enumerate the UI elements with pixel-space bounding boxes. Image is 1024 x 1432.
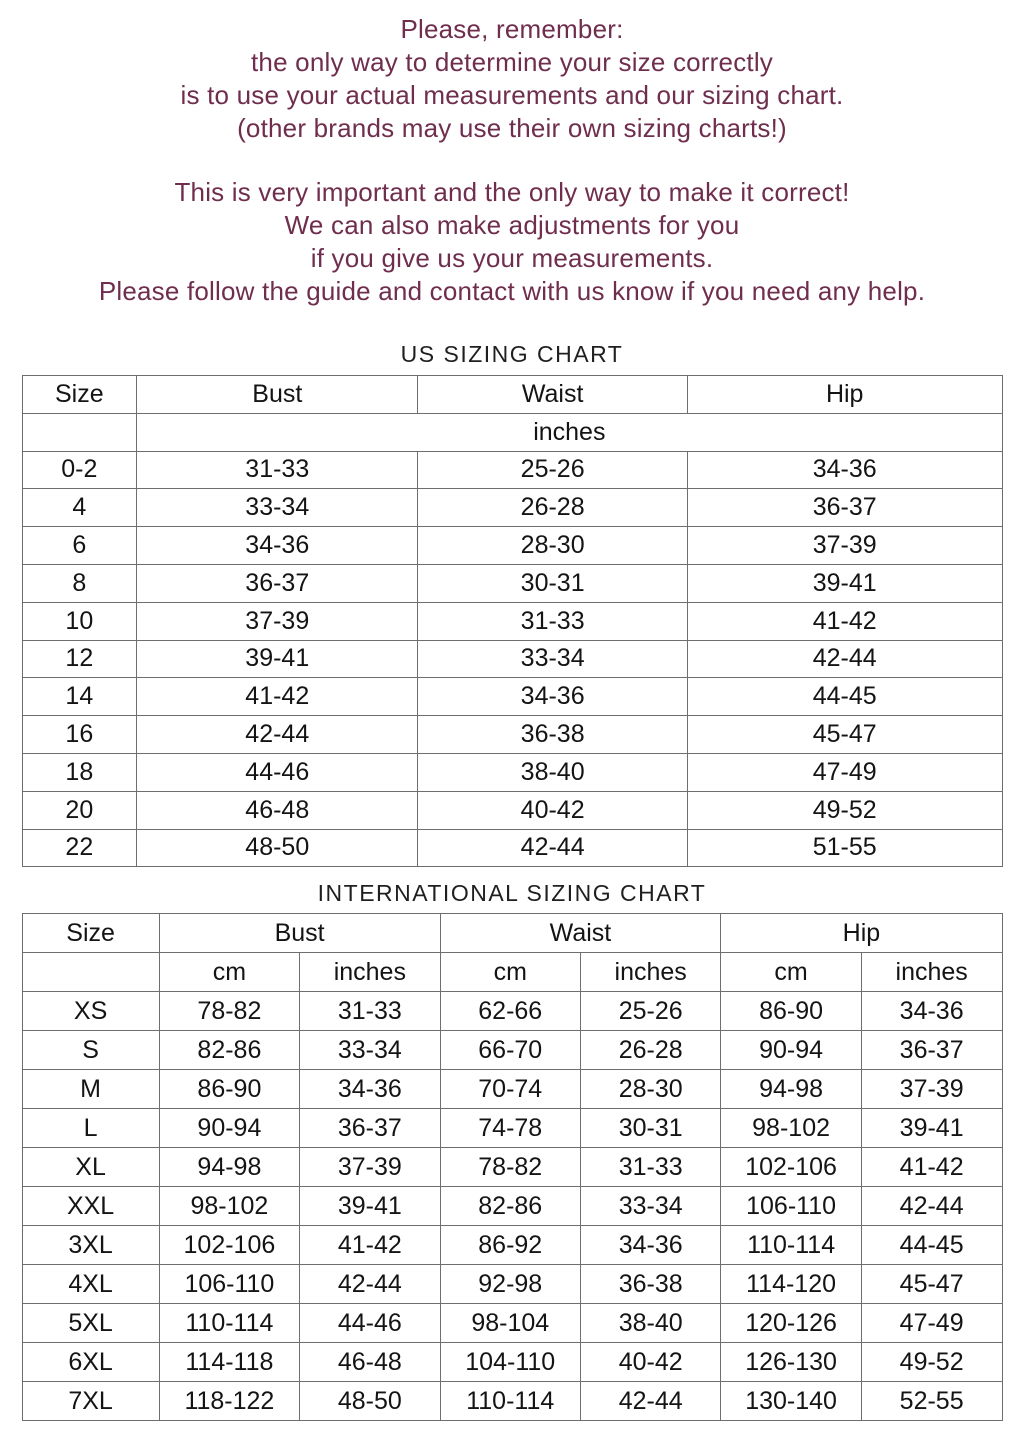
table-cell: 70-74 xyxy=(440,1070,580,1109)
table-cell: 42-44 xyxy=(687,640,1002,678)
table-cell: 28-30 xyxy=(580,1070,720,1109)
table-row xyxy=(22,1304,1002,1343)
table-cell: 126-130 xyxy=(721,1343,861,1382)
table-cell: 78-82 xyxy=(159,992,299,1031)
table-cell: 46-48 xyxy=(300,1343,440,1382)
table-cell: 26-28 xyxy=(580,1031,720,1070)
unit-label-inches: inches xyxy=(861,953,1002,992)
table-cell: 106-110 xyxy=(159,1265,299,1304)
table-row xyxy=(22,1343,1002,1382)
table-cell: 86-92 xyxy=(440,1226,580,1265)
table-cell: 0-2 xyxy=(22,451,137,489)
table-cell: 62-66 xyxy=(440,992,580,1031)
empty-cell xyxy=(22,953,159,992)
table-cell: 52-55 xyxy=(861,1382,1002,1421)
table-cell: 92-98 xyxy=(440,1265,580,1304)
table-cell: 14 xyxy=(22,678,137,716)
table-cell: 39-41 xyxy=(687,564,1002,602)
column-header-waist: Waist xyxy=(418,376,688,414)
table-cell: 31-33 xyxy=(418,602,688,640)
table-cell: L xyxy=(22,1109,159,1148)
column-header-hip: Hip xyxy=(687,376,1002,414)
table-cell: 49-52 xyxy=(687,791,1002,829)
table-row xyxy=(22,451,1002,489)
intro-line: Please follow the guide and contact with us know if you need any help. xyxy=(98,276,926,306)
table-cell: 47-49 xyxy=(861,1304,1002,1343)
table-cell: 36-37 xyxy=(137,564,418,602)
table-cell: 34-36 xyxy=(687,451,1002,489)
table-cell: 74-78 xyxy=(440,1109,580,1148)
international-sizing-table xyxy=(22,913,1003,1421)
international-chart-title: INTERNATIONAL SIZING CHART xyxy=(317,880,707,907)
table-cell: 47-49 xyxy=(687,753,1002,791)
table-cell: 37-39 xyxy=(300,1148,440,1187)
table-cell: 4XL xyxy=(22,1265,159,1304)
table-row xyxy=(22,1382,1002,1421)
table-cell: 45-47 xyxy=(687,716,1002,754)
table-cell: 33-34 xyxy=(300,1031,440,1070)
intro-text-block xyxy=(0,0,1024,308)
table-cell: 31-33 xyxy=(580,1148,720,1187)
unit-label-cm: cm xyxy=(440,953,580,992)
column-header-bust: Bust xyxy=(159,914,440,953)
table-cell: 12 xyxy=(22,640,137,678)
table-cell: 25-26 xyxy=(418,451,688,489)
intro-line: (other brands may use their own sizing charts!) xyxy=(237,113,787,143)
table-cell: 37-39 xyxy=(861,1070,1002,1109)
table-cell: 37-39 xyxy=(687,527,1002,565)
table-cell: 82-86 xyxy=(159,1031,299,1070)
table-row xyxy=(22,1226,1002,1265)
table-cell: 16 xyxy=(22,716,137,754)
intro-line: the only way to determine your size correctly xyxy=(251,47,773,77)
table-cell: 120-126 xyxy=(721,1304,861,1343)
table-cell: 48-50 xyxy=(137,829,418,867)
unit-label-cm: cm xyxy=(159,953,299,992)
table-row xyxy=(22,716,1002,754)
table-cell: 66-70 xyxy=(440,1031,580,1070)
table-cell: 42-44 xyxy=(418,829,688,867)
table-cell: 86-90 xyxy=(159,1070,299,1109)
table-cell: 30-31 xyxy=(580,1109,720,1148)
table-cell: 36-38 xyxy=(580,1265,720,1304)
table-cell: 34-36 xyxy=(137,527,418,565)
table-cell: 44-46 xyxy=(137,753,418,791)
paragraph-gap xyxy=(0,145,1024,176)
table-cell: 102-106 xyxy=(721,1148,861,1187)
table-cell: 39-41 xyxy=(861,1109,1002,1148)
table-row xyxy=(22,753,1002,791)
table-row xyxy=(22,791,1002,829)
table-cell: 46-48 xyxy=(137,791,418,829)
table-row xyxy=(22,564,1002,602)
table-cell: 31-33 xyxy=(300,992,440,1031)
table-cell: 98-102 xyxy=(721,1109,861,1148)
table-cell: 104-110 xyxy=(440,1343,580,1382)
table-cell: 34-36 xyxy=(418,678,688,716)
table-cell: XS xyxy=(22,992,159,1031)
table-cell: 34-36 xyxy=(861,992,1002,1031)
table-cell: 90-94 xyxy=(721,1031,861,1070)
unit-label-inches: inches xyxy=(580,953,720,992)
table-row xyxy=(22,489,1002,527)
column-header-size: Size xyxy=(22,914,159,953)
us-unit-row xyxy=(22,413,1002,451)
table-cell: 90-94 xyxy=(159,1109,299,1148)
table-row xyxy=(22,1109,1002,1148)
table-cell: 6XL xyxy=(22,1343,159,1382)
table-cell: 118-122 xyxy=(159,1382,299,1421)
table-cell: 25-26 xyxy=(580,992,720,1031)
intl-unit-row xyxy=(22,953,1002,992)
table-cell: XXL xyxy=(22,1187,159,1226)
table-cell: 42-44 xyxy=(137,716,418,754)
table-row xyxy=(22,1265,1002,1304)
column-header-size: Size xyxy=(22,376,137,414)
intro-line: if you give us your measurements. xyxy=(310,243,714,273)
table-cell: 110-114 xyxy=(159,1304,299,1343)
table-cell: 40-42 xyxy=(580,1343,720,1382)
table-cell: 26-28 xyxy=(418,489,688,527)
us-sizing-table xyxy=(22,375,1003,867)
table-cell: 114-118 xyxy=(159,1343,299,1382)
table-cell: 36-37 xyxy=(300,1109,440,1148)
table-cell: 38-40 xyxy=(418,753,688,791)
table-cell: 8 xyxy=(22,564,137,602)
us-chart-title: US SIZING CHART xyxy=(400,341,624,367)
table-cell: 30-31 xyxy=(418,564,688,602)
table-row xyxy=(22,1070,1002,1109)
intl-header-row xyxy=(22,914,1002,953)
table-row xyxy=(22,1187,1002,1226)
table-cell: XL xyxy=(22,1148,159,1187)
table-cell: 31-33 xyxy=(137,451,418,489)
table-cell: 10 xyxy=(22,602,137,640)
table-cell: 41-42 xyxy=(300,1226,440,1265)
table-cell: 42-44 xyxy=(580,1382,720,1421)
table-cell: 45-47 xyxy=(861,1265,1002,1304)
table-cell: 34-36 xyxy=(300,1070,440,1109)
table-cell: 110-114 xyxy=(721,1226,861,1265)
intro-line: We can also make adjustments for you xyxy=(284,210,740,240)
table-cell: 33-34 xyxy=(580,1187,720,1226)
table-cell: 38-40 xyxy=(580,1304,720,1343)
table-cell: 41-42 xyxy=(861,1148,1002,1187)
table-cell: 78-82 xyxy=(440,1148,580,1187)
table-cell: 110-114 xyxy=(440,1382,580,1421)
table-cell: 44-45 xyxy=(687,678,1002,716)
table-row xyxy=(22,640,1002,678)
table-row xyxy=(22,992,1002,1031)
table-row xyxy=(22,829,1002,867)
table-cell: 39-41 xyxy=(137,640,418,678)
table-cell: 44-46 xyxy=(300,1304,440,1343)
table-cell: 34-36 xyxy=(580,1226,720,1265)
table-cell: 114-120 xyxy=(721,1265,861,1304)
table-cell: S xyxy=(22,1031,159,1070)
table-cell: 18 xyxy=(22,753,137,791)
table-cell: 36-38 xyxy=(418,716,688,754)
table-cell: 41-42 xyxy=(137,678,418,716)
table-cell: 3XL xyxy=(22,1226,159,1265)
table-cell: 6 xyxy=(22,527,137,565)
table-cell: 36-37 xyxy=(687,489,1002,527)
empty-cell xyxy=(22,413,137,451)
column-header-waist: Waist xyxy=(440,914,721,953)
table-cell: 49-52 xyxy=(861,1343,1002,1382)
intro-line: is to use your actual measurements and our sizing chart. xyxy=(180,80,844,110)
unit-label-cm: cm xyxy=(721,953,861,992)
table-cell: 22 xyxy=(22,829,137,867)
table-cell: 28-30 xyxy=(418,527,688,565)
unit-label-inches: inches xyxy=(137,413,1002,451)
column-header-bust: Bust xyxy=(137,376,418,414)
table-cell: 44-45 xyxy=(861,1226,1002,1265)
table-cell: 94-98 xyxy=(159,1148,299,1187)
table-row xyxy=(22,678,1002,716)
table-cell: 51-55 xyxy=(687,829,1002,867)
table-cell: 98-102 xyxy=(159,1187,299,1226)
table-cell: 86-90 xyxy=(721,992,861,1031)
intro-line: Please, remember: xyxy=(400,14,624,44)
table-cell: 33-34 xyxy=(418,640,688,678)
table-cell: 98-104 xyxy=(440,1304,580,1343)
table-cell: 33-34 xyxy=(137,489,418,527)
table-cell: 42-44 xyxy=(861,1187,1002,1226)
table-cell: 40-42 xyxy=(418,791,688,829)
table-cell: 5XL xyxy=(22,1304,159,1343)
table-row xyxy=(22,1031,1002,1070)
table-cell: 94-98 xyxy=(721,1070,861,1109)
table-row xyxy=(22,527,1002,565)
table-row xyxy=(22,1148,1002,1187)
table-cell: 4 xyxy=(22,489,137,527)
table-cell: 82-86 xyxy=(440,1187,580,1226)
intro-line: This is very important and the only way to make it correct! xyxy=(174,177,850,207)
column-header-hip: Hip xyxy=(721,914,1002,953)
table-cell: 20 xyxy=(22,791,137,829)
table-cell: M xyxy=(22,1070,159,1109)
table-cell: 7XL xyxy=(22,1382,159,1421)
table-cell: 37-39 xyxy=(137,602,418,640)
table-cell: 36-37 xyxy=(861,1031,1002,1070)
table-row xyxy=(22,602,1002,640)
us-header-row xyxy=(22,376,1002,414)
table-cell: 42-44 xyxy=(300,1265,440,1304)
table-cell: 130-140 xyxy=(721,1382,861,1421)
table-cell: 106-110 xyxy=(721,1187,861,1226)
table-cell: 48-50 xyxy=(300,1382,440,1421)
unit-label-inches: inches xyxy=(300,953,440,992)
table-cell: 39-41 xyxy=(300,1187,440,1226)
table-cell: 41-42 xyxy=(687,602,1002,640)
table-cell: 102-106 xyxy=(159,1226,299,1265)
